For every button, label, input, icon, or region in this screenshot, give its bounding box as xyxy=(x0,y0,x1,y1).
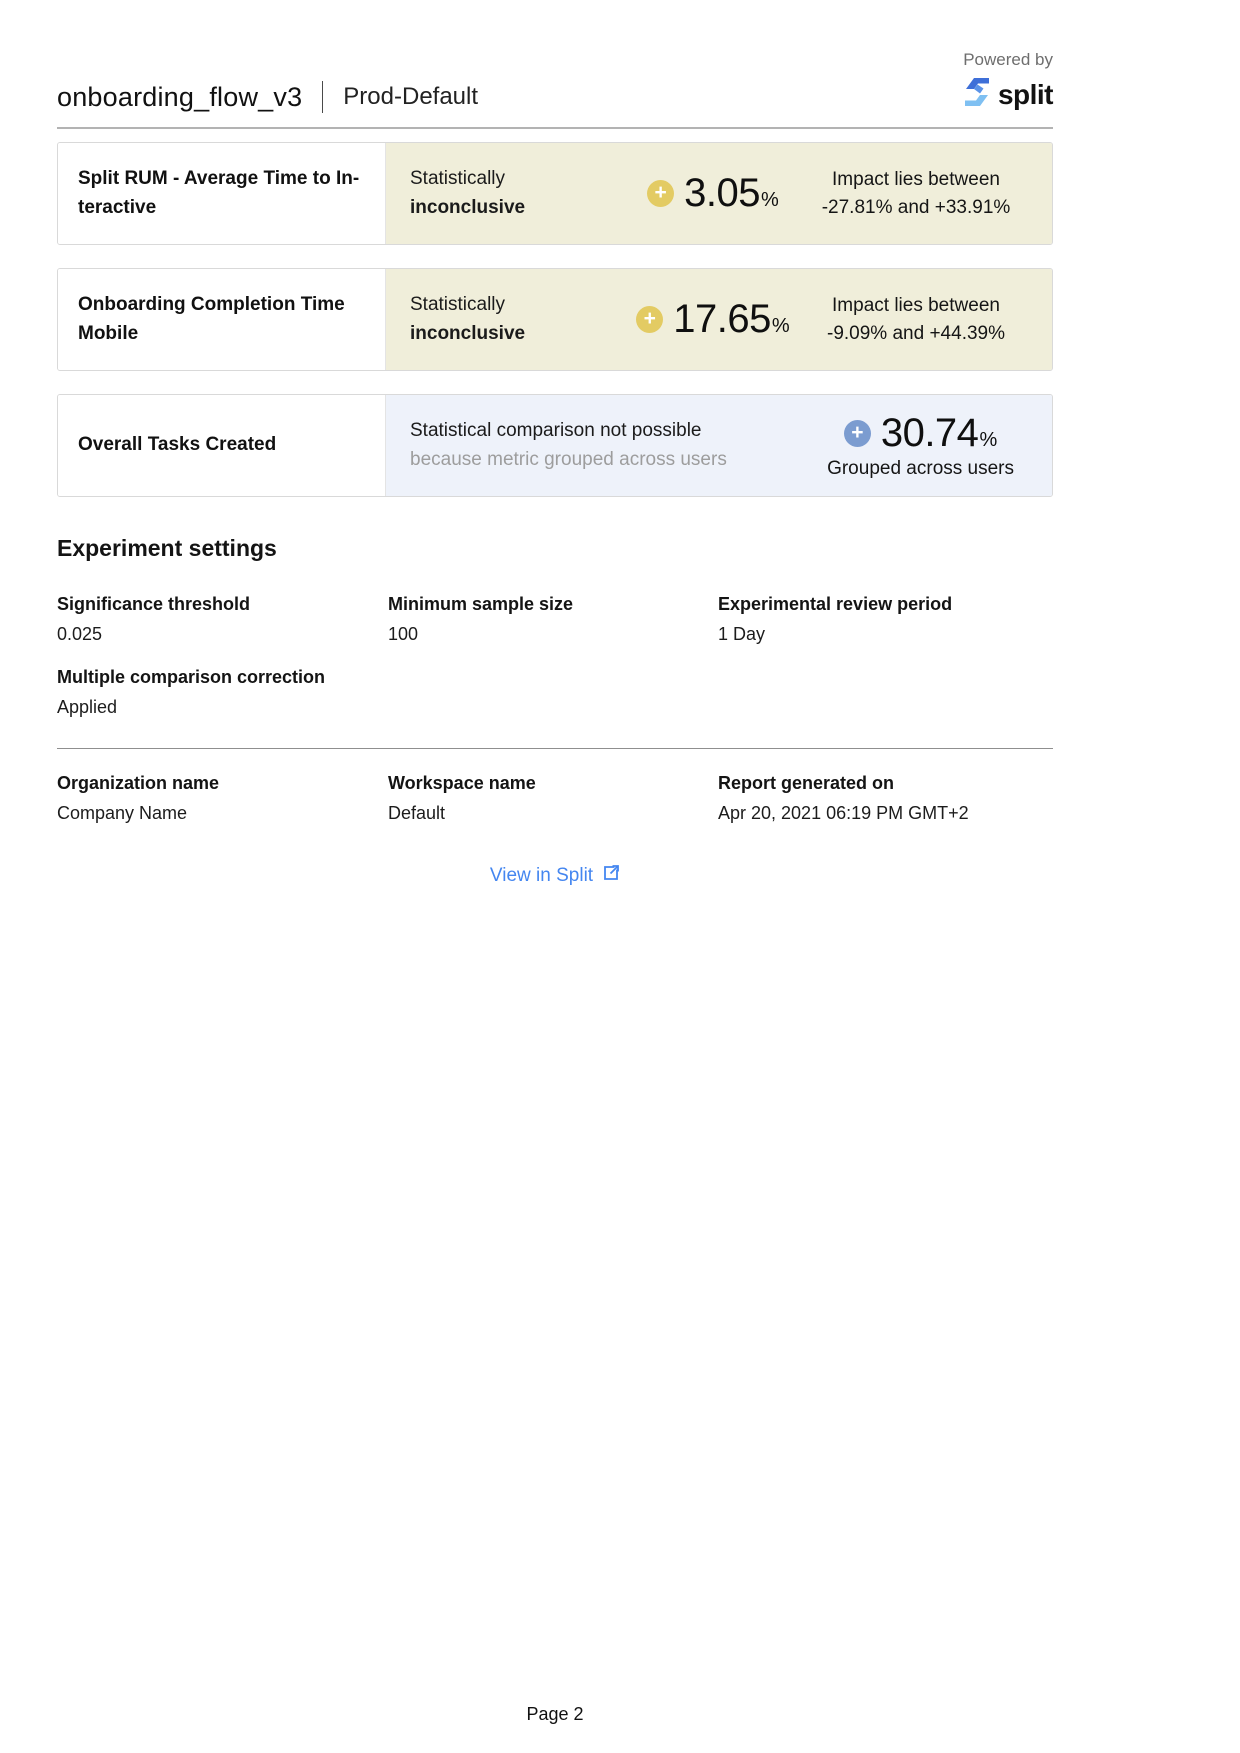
org-label: Report generated on xyxy=(718,773,895,793)
external-link-icon xyxy=(593,864,620,888)
org-value: Default xyxy=(388,803,446,823)
org-label: Organization name xyxy=(57,773,220,793)
metric-name xyxy=(78,291,345,348)
change-number xyxy=(684,171,779,216)
metric-change xyxy=(622,171,804,216)
plus-icon: + xyxy=(636,306,663,333)
metric-status xyxy=(410,165,622,222)
change-unit: % xyxy=(979,429,998,451)
impact-line2: -27.81% and +33.91% xyxy=(821,196,1011,218)
title-row xyxy=(57,81,478,113)
environment-name: Prod-Default xyxy=(343,83,479,110)
metric-name-cell xyxy=(58,269,386,370)
impact-line1: Impact lies between xyxy=(832,294,1000,316)
change-value: 17.65 xyxy=(673,297,771,341)
setting-field-sample-size xyxy=(388,594,718,645)
metric-status xyxy=(410,417,827,474)
setting-label: Minimum sample size xyxy=(388,594,574,614)
status-line2: inconclusive xyxy=(410,322,526,344)
setting-label: Significance threshold xyxy=(57,594,251,614)
brand-row xyxy=(962,76,1053,113)
status-line1: Statistical comparison not possible xyxy=(410,420,702,441)
setting-value: 100 xyxy=(388,624,419,644)
setting-field-comparison-correction xyxy=(57,667,388,718)
metric-name-line1: Onboarding Completion Time xyxy=(78,294,345,315)
metric-name-line1: Split RUM - Average Time to In- xyxy=(78,168,360,189)
view-in-split-link[interactable] xyxy=(490,864,620,888)
status-line1: Statistically xyxy=(410,168,506,189)
impact-line1: Impact lies between xyxy=(832,168,1000,190)
org-field-generated-on xyxy=(718,773,1053,824)
metric-change xyxy=(622,297,804,342)
change-value: 3.05 xyxy=(684,171,761,215)
powered-by-label: Powered by xyxy=(963,50,1053,69)
metric-name-line1: Overall Tasks Created xyxy=(78,434,277,456)
plus-icon: + xyxy=(647,180,674,207)
metric-result-cell xyxy=(386,269,1052,370)
link-row xyxy=(57,864,1053,888)
org-field-organization xyxy=(57,773,388,824)
status-line1: Statistically xyxy=(410,294,506,315)
setting-value: 1 Day xyxy=(718,624,766,644)
org-label: Workspace name xyxy=(388,773,536,793)
metric-cards xyxy=(57,142,1053,497)
metric-name-line2: teractive xyxy=(78,196,157,218)
impact-range xyxy=(804,166,1028,221)
metric-result-cell xyxy=(386,395,1052,496)
title-separator xyxy=(322,81,323,113)
powered-by-block xyxy=(962,50,1053,113)
split-wordmark: split xyxy=(997,78,1053,110)
experiment-name: onboarding_flow_v3 xyxy=(57,81,303,112)
org-field-workspace xyxy=(388,773,718,824)
split-logo-icon xyxy=(962,76,998,113)
metric-name xyxy=(78,431,276,460)
setting-field-significance xyxy=(57,594,388,645)
metric-result-cell xyxy=(386,143,1052,244)
setting-label: Experimental review period xyxy=(718,594,953,614)
org-value: Company Name xyxy=(57,803,188,823)
metric-card-onboarding-completion xyxy=(57,268,1053,371)
setting-field-review-period xyxy=(718,594,1053,645)
change-number xyxy=(881,411,997,456)
metric-change xyxy=(827,411,1028,480)
setting-label: Multiple comparison correction xyxy=(57,667,326,687)
org-grid xyxy=(57,773,1053,824)
experiment-settings-title: Experiment settings xyxy=(57,535,277,561)
change-number xyxy=(673,297,789,342)
metric-card-overall-tasks xyxy=(57,394,1053,497)
metric-name-cell xyxy=(58,395,386,496)
section-divider xyxy=(57,748,1053,749)
status-line2: inconclusive xyxy=(410,196,526,218)
change-value: 30.74 xyxy=(880,411,979,455)
impact-line2: -9.09% and +44.39% xyxy=(827,322,1005,344)
metric-name-line2: Mobile xyxy=(78,322,139,344)
metric-name-cell xyxy=(58,143,386,244)
org-value: Apr 20, 2021 06:19 PM GMT+2 xyxy=(718,803,969,823)
change-unit: % xyxy=(761,189,779,211)
impact-range xyxy=(804,292,1028,347)
setting-value: 0.025 xyxy=(57,624,103,644)
change-unit: % xyxy=(771,315,790,337)
page-number: Page 2 xyxy=(526,1704,584,1724)
grouped-caption: Grouped across users xyxy=(827,458,1014,479)
settings-grid xyxy=(57,594,1053,718)
report-header xyxy=(57,0,1053,129)
metric-name xyxy=(78,165,359,222)
change-row xyxy=(844,411,997,456)
view-in-split-label: View in Split xyxy=(489,865,594,886)
plus-icon: + xyxy=(844,420,871,447)
metric-card-split-rum xyxy=(57,142,1053,245)
metric-status xyxy=(410,291,622,348)
status-line2: because metric grouped across users xyxy=(410,448,727,470)
setting-value: Applied xyxy=(57,697,118,717)
